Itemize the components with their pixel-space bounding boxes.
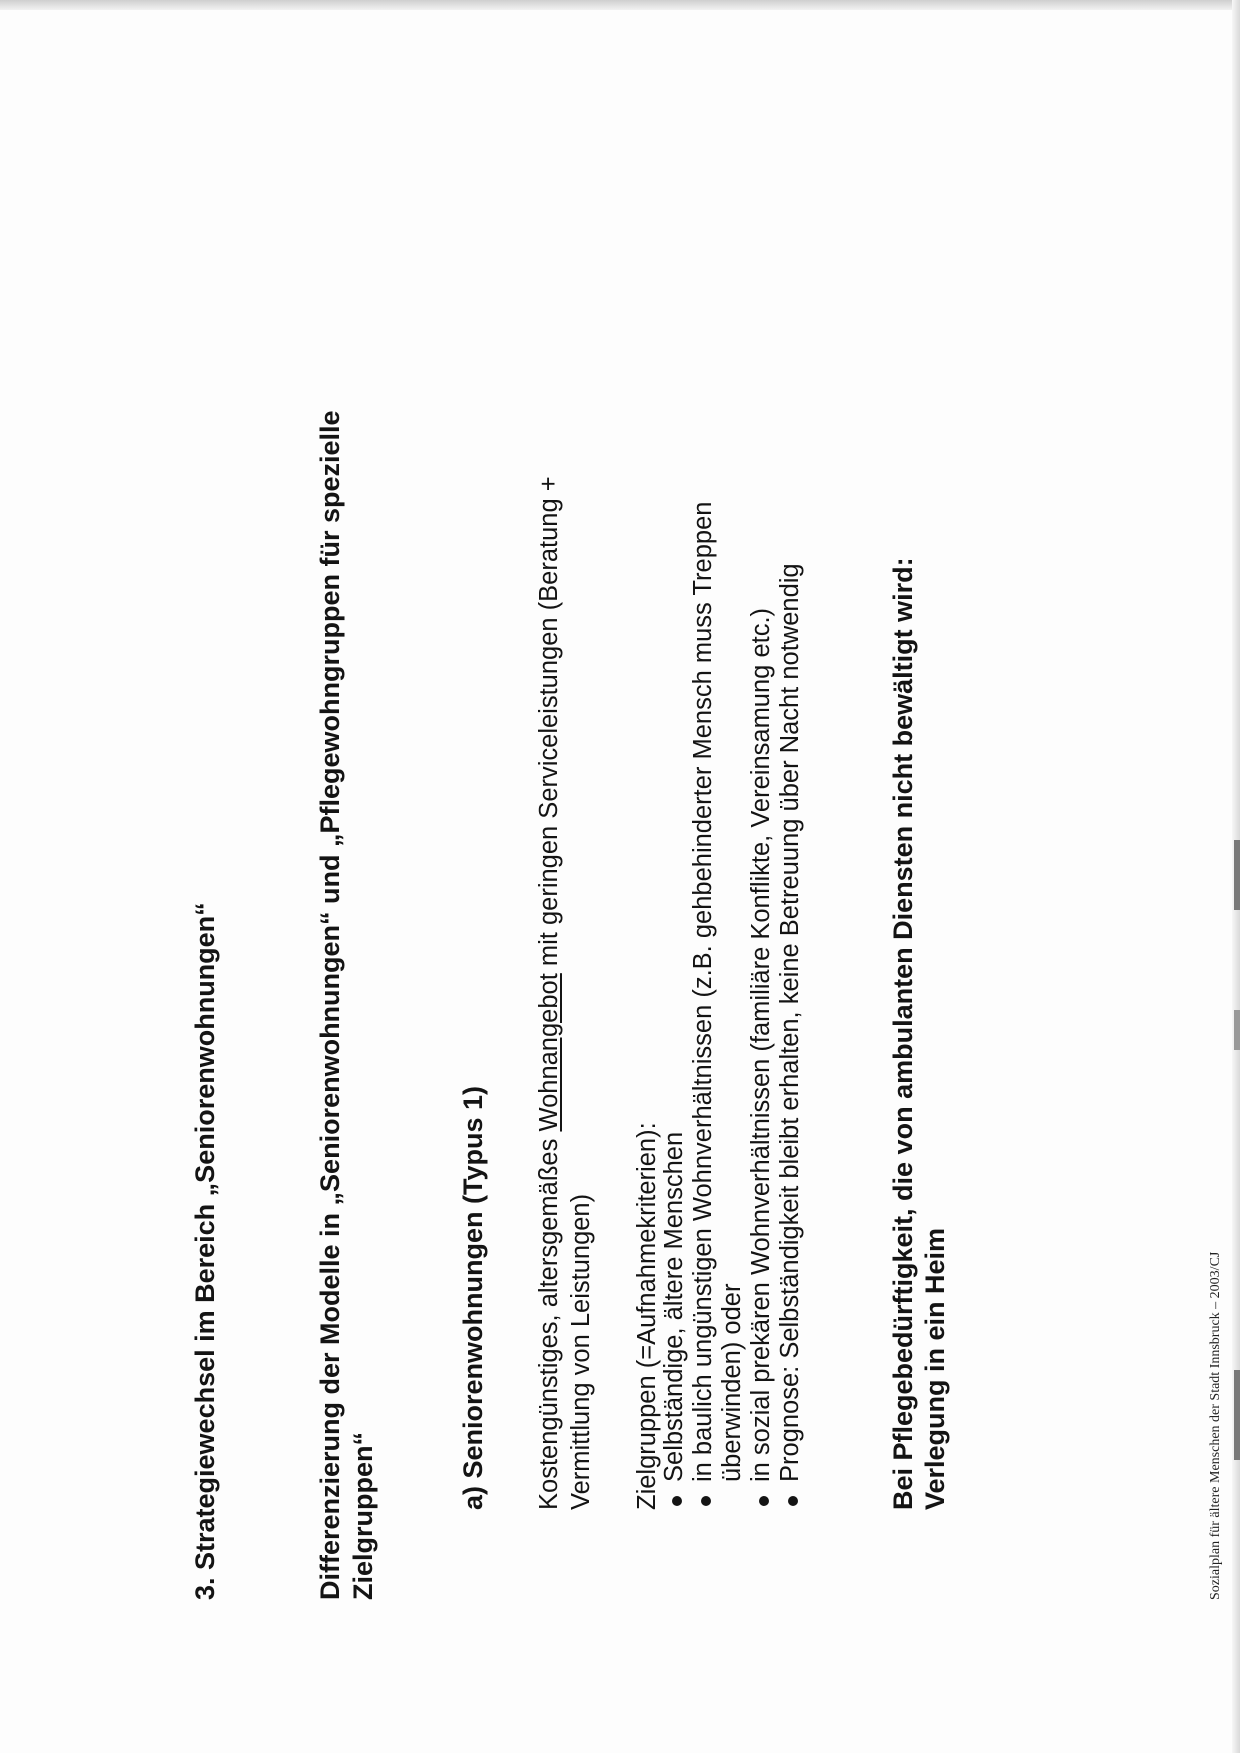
paragraph-1-line-2: Vermittlung von Leistungen) [567, 1193, 595, 1510]
scan-mark [1234, 1010, 1240, 1050]
wohnangebot-underlined: Wohnangebot [535, 973, 563, 1132]
section-a-title: a) Seniorenwohnungen (Typus 1) [458, 1085, 488, 1510]
bullet-dot [788, 1496, 798, 1506]
subheading-line-2: Zielgruppen“ [348, 1432, 378, 1600]
paragraph-1-line-1 [535, 476, 564, 1510]
rotated-content [170, 240, 970, 1600]
bullet-dot [701, 1496, 711, 1506]
scan-mark [1234, 1370, 1240, 1460]
paragraph-1-text-start: Kostengünstiges, altersgemäßes [535, 1131, 563, 1510]
bullet-dot [672, 1496, 682, 1506]
bullet-item-2-continuation: überwinden) oder [718, 1283, 746, 1482]
target-groups-intro: Zielgruppen (=Aufnahmekriterien): [633, 1122, 661, 1510]
bullet-item-1: Selbständige, ältere Menschen [660, 1131, 688, 1482]
bullet-item-3: in sozial prekären Wohnverhältnissen (familiäre Konflikte, Vereinsamung etc.) [747, 607, 775, 1482]
scan-mark [1234, 840, 1240, 910]
page-heading: 3. Strategiewechsel im Bereich „Seniorenwohnungen“ [190, 902, 220, 1600]
bullet-item-4: Prognose: Selbständigkeit bleibt erhalten, keine Betreuung über Nacht notwendig [776, 563, 804, 1482]
subheading-line-1: Differenzierung der Modelle in „Seniorenwohnungen“ und „Pflegewohngruppen für spezielle [315, 410, 345, 1600]
paragraph-1-text-end: mit geringen Serviceleistungen (Beratung + [535, 476, 563, 974]
footer-text: Sozialplan für ältere Menschen der Stadt Innsbruck – 2003/CJ [1208, 1251, 1223, 1600]
bullet-item-2: in baulich ungünstigen Wohnverhältnissen (z.B. gehbehinderter Mensch muss Treppen [689, 501, 717, 1482]
closing-line-1: Bei Pflegebedürftigkeit, die von ambulanten Diensten nicht bewältigt wird: [888, 557, 918, 1510]
bullet-dot [759, 1496, 769, 1506]
scan-edge-top [0, 0, 1240, 10]
closing-line-2: Verlegung in ein Heim [920, 1227, 950, 1510]
